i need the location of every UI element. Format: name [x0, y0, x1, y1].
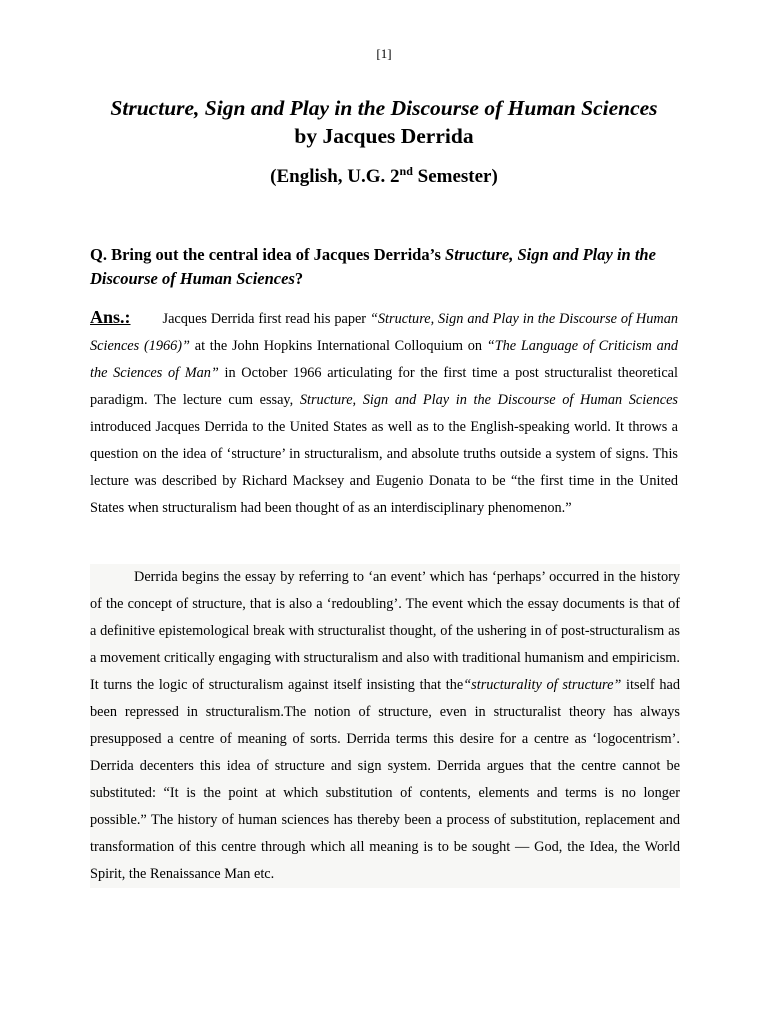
course-subtitle: [0, 166, 768, 188]
answer-italic-essay-title: Structure, Sign and Play in the Discourse of Human Sciences: [299, 392, 678, 408]
subtitle-text-after: Semester): [412, 166, 498, 187]
question-heading: [90, 243, 678, 291]
document-title: [0, 94, 768, 150]
answer-text-e: in October 1966 articulating for the first time a post structuralist theoretical paradigm. The lecture cum essay,: [90, 365, 679, 408]
title-line-2-author: by Jacques Derrida: [294, 124, 474, 148]
para2-text-c: itself had been repressed in structuralism.The notion of structure, even in structuralist theory has always presupposed a centre of meaning of sorts. Derrida terms this desire for a centre as ‘logocentrism’. Derrida decenters this idea of structure and sign system. Derrida argues that the centre cannot be substituted: “It is the point at which substitution of contents, elements and terms is no longer possible.” The history of human sciences has thereby been a process of substitution, replacement and transformation of this centre through which all meaning is to be sought — God, the Idea, the World Spirit, the Renaissance Man etc.: [90, 677, 680, 882]
question-suffix: ?: [294, 269, 304, 288]
subtitle-text-before: (English, U.G. 2: [270, 166, 400, 187]
question-prefix: Q. Bring out the central idea of Jacques Derrida’s: [90, 245, 446, 264]
answer-text-a: Jacques Derrida first read his paper: [162, 311, 370, 327]
answer-italic-colloquium-title: “The Language of Criticism and the Sciences of Man”: [90, 338, 679, 381]
body-paragraph-2: [90, 564, 680, 888]
question-italic-title: Structure, Sign and Play in the Discourse of Human Sciences: [90, 245, 656, 288]
answer-text-c: at the John Hopkins International Colloquium on: [190, 338, 487, 354]
answer-label: Ans.:: [90, 307, 131, 327]
page-number: [1]: [376, 46, 392, 61]
answer-paragraph-1: [90, 304, 678, 522]
para2-italic-quote: “structurality of structure”: [463, 677, 622, 693]
answer-italic-paper-title: “Structure, Sign and Play in the Discourse of Human Sciences (1966)”: [90, 311, 678, 354]
answer-text-g: introduced Jacques Derrida to the United States as well as to the English-speaking world. It throws a question on the idea of ‘structure’ in structuralism, and absolute truths outside a system of signs. This lecture was described by Richard Macksey and Eugenio Donata to be “the first time in the United States when structuralism had been thought of as an interdisciplinary phenomenon.”: [90, 419, 678, 516]
para2-text-a: Derrida begins the essay by referring to ‘an event’ which has ‘perhaps’ occurred in the history of the concept of structure, that is also a ‘redoubling’. The event which the essay documents is that of a definitive epistemological break with structuralist thought, of the ushering in of post-structuralism as a movement critically engaging with structuralism and also with traditional humanism and empiricism. It turns the logic of structuralism against itself insisting that the: [90, 569, 680, 693]
title-line-1: Structure, Sign and Play in the Discourse of Human Sciences: [110, 96, 658, 120]
subtitle-superscript: nd: [399, 164, 413, 178]
